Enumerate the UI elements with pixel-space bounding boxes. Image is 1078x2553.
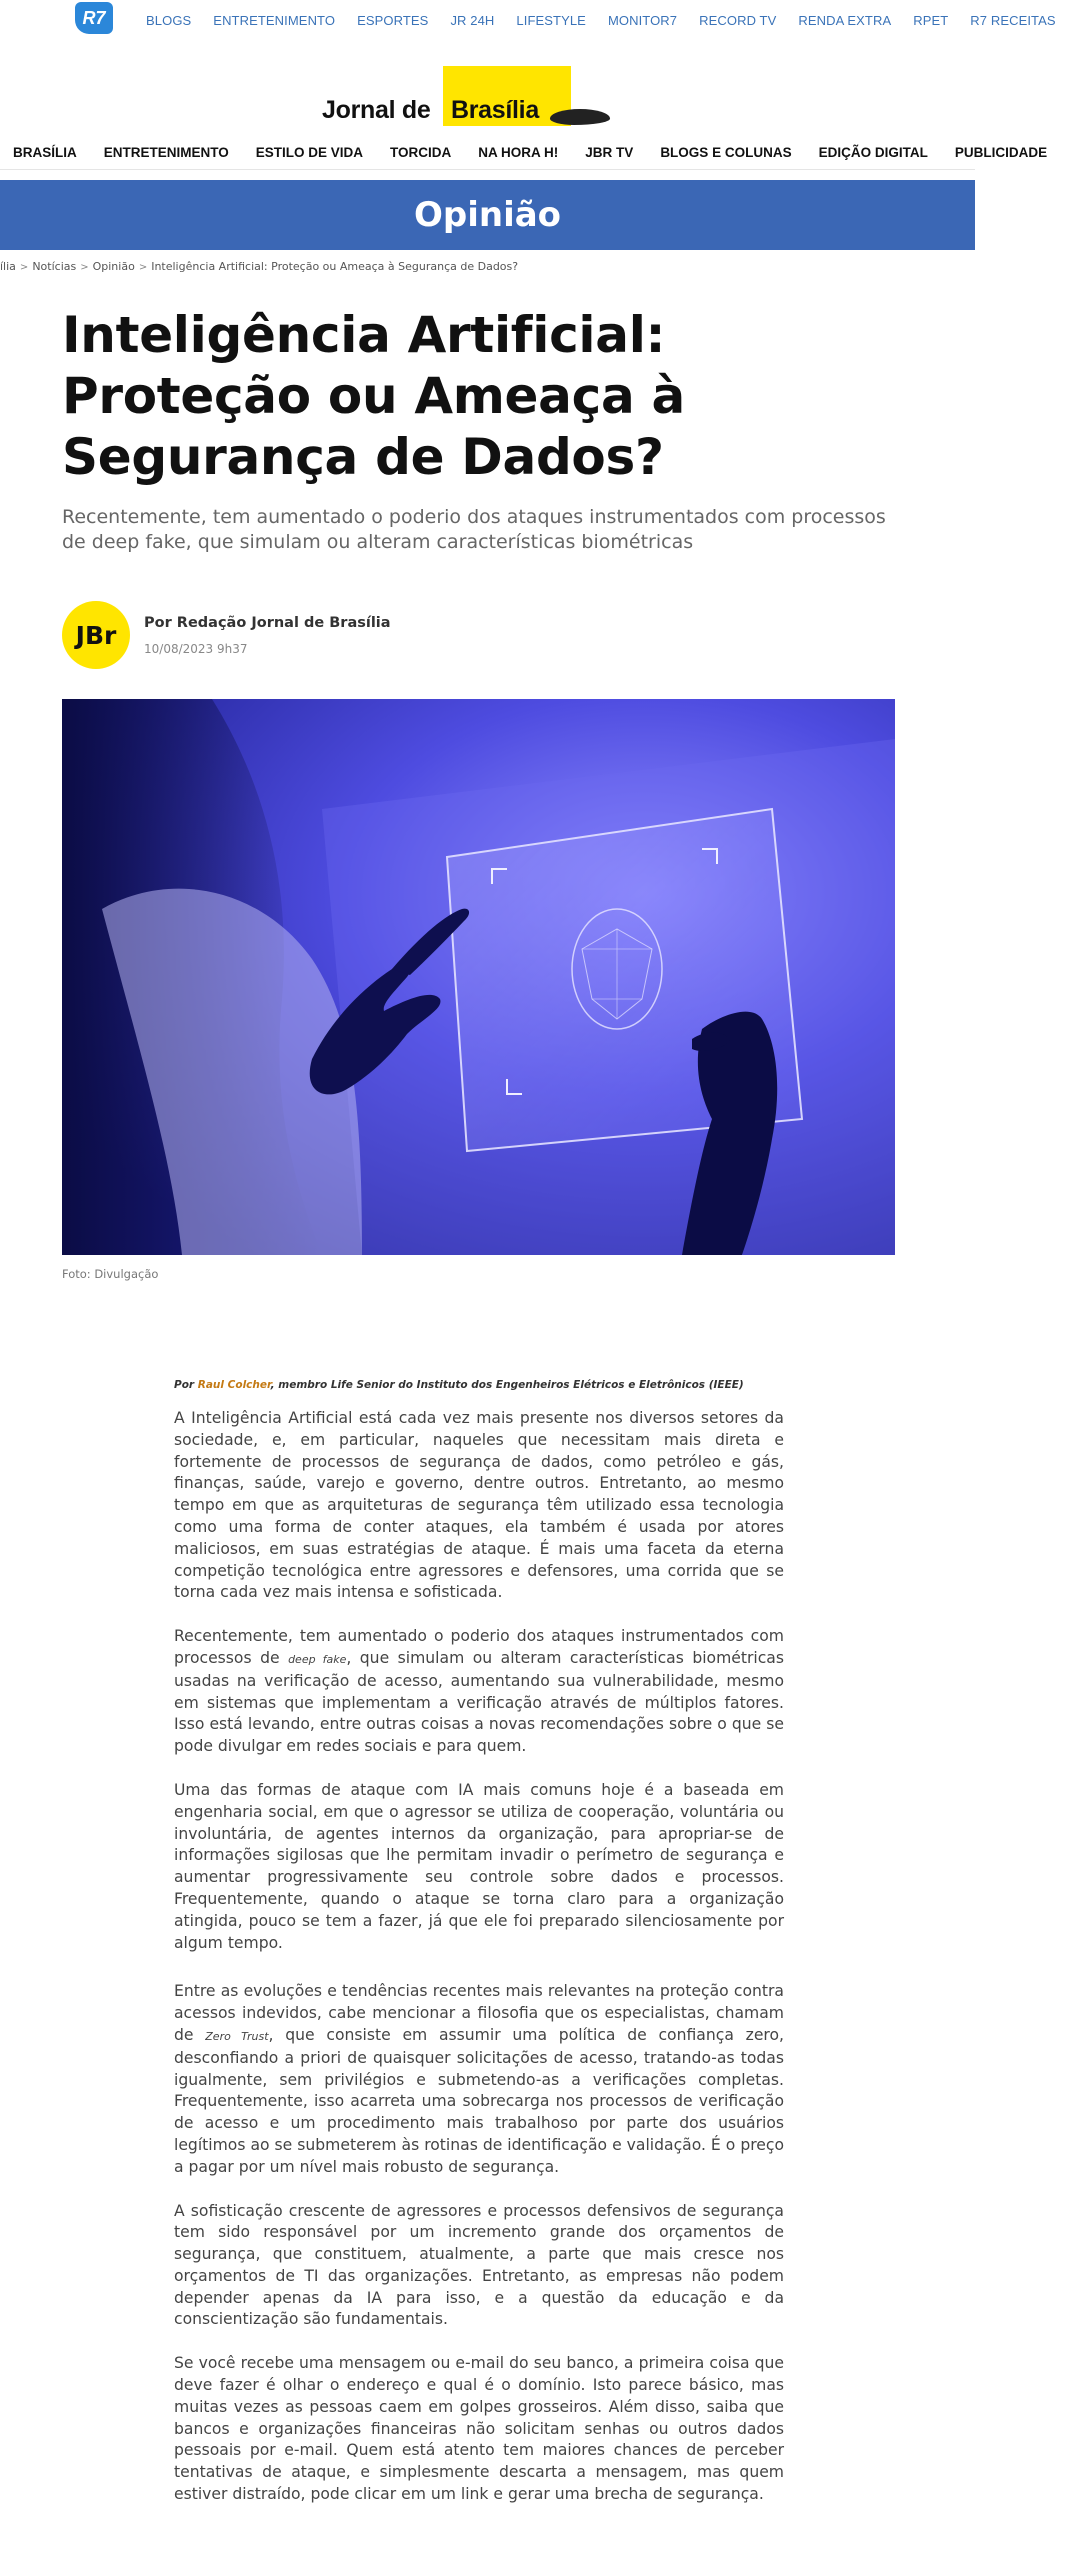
nav-brasilia[interactable]: BRASÍLIA [13,145,77,160]
nav-na-hora-h[interactable]: NA HORA H! [478,145,559,160]
breadcrumb-item-current: Inteligência Artificial: Proteção ou Ameaça à Segurança de Dados? [151,260,519,273]
article-byline [174,1379,784,1391]
breadcrumb-separator: > [138,262,148,273]
article-subtitle: Recentemente, tem aumentado o poderio dos ataques instrumentados com processos de deep fake, que simulam ou alteram características biométricas [62,506,886,553]
article-paragraph [174,1981,784,2178]
nav-edicao-digital[interactable]: EDIÇÃO DIGITAL [818,145,928,160]
nav-jbr-tv[interactable]: JBR TV [585,145,634,160]
paragraph-text: , que simulam ou alteram características biométricas usadas na verificação de acesso, aumentando sua vulnerabilidade, mesmo em sistemas que implementam a verificação através de múltiplos fatores. Isso está levando, entre outras coisas a novas recomendações sobre o que se pode divulgar em redes sociais e para quem. [174,1648,784,1756]
r7-nav-entretenimento[interactable]: ENTRETENIMENTO [213,13,336,28]
image-caption: Foto: Divulgação [62,1267,159,1281]
article-paragraph: Se você recebe uma mensagem ou e-mail do seu banco, a primeira coisa que deve fazer é olhar o endereço e qual é o domínio. Isto parece básico, mas muitas vezes as pessoas caem em golpes grosseiros. Além disso, saiba que bancos e organizações financeiras não solicitam senhas ou outros dados pessoais por e-mail. Quem está atento tem maiores chances de perceber tentativas de ataque, e simplesmente descarta a mensagem, mas quem estiver distraído, pode clicar em um link e gerar uma brecha de segurança. [174,2354,784,2504]
nav-entretenimento[interactable]: ENTRETENIMENTO [103,145,229,160]
emphasis-text: Zero Trust [205,2029,269,2043]
hero-illustration [62,699,895,1255]
r7-nav-recordtv[interactable]: RECORD TV [699,13,777,28]
r7-nav-rendaextra[interactable]: RENDA EXTRA [798,13,892,28]
main-nav [0,136,1048,170]
publish-date: 10/08/2023 9h37 [144,642,248,656]
article-paragraph [174,1626,784,1758]
breadcrumb-item-opiniao[interactable]: Opinião [92,260,135,273]
paragraph-text: Recentemente, tem aumentado o poderio dos ataques instrumentados com processos de [174,1627,784,1667]
breadcrumb-separator: > [19,262,29,273]
logo-text-part2: Brasília [451,96,539,124]
r7-nav-rpet[interactable]: RPET [913,13,949,28]
article-paragraph: A Inteligência Artificial está cada vez mais presente nos diversos setores da sociedade, e, em particular, naqueles que necessitam mais direta e fortemente de processos de segurança de dados, como petróleo e gás, finanças, saúde, varejo e governo, dentre outros. Entretanto, ao mesmo tempo em que as arquiteturas de segurança têm utilizado essa tecnologia como uma forma de conter ataques, ela também é usada por atores maliciosos, em suas estratégias de ataque. É mais uma faceta da eterna competição tecnológica entre agressores e defensores, uma corrida que se torna cada vez mais intensa e sofisticada. [174,1409,784,1602]
article-paragraph: A sofisticação crescente de agressores e processos defensivos de segurança tem sido responsável por um incremento grande dos orçamentos de segurança, que constituem, atualmente, a parte que mais cresce nos orçamentos de TI das organizações. Entretanto, as empresas não podem depender apenas da IA para isso, e a questão da educação e da conscientização são fundamentais. [174,2201,784,2329]
article-paragraph: Uma das formas de ataque com IA mais comuns hoje é a baseada em engenharia social, em que o agressor se utiliza de cooperação, voluntária ou involuntária, de agentes internos da organização, para apropriar-se de informações sigilosas que lhe permitam invadir o perímetro de segurança e aumentar progressivamente seu controle sobre dados e processos. Frequentemente, quando o ataque se torna claro para a organização atingida, pouco se tem a fazer, já que ele foi preparado silenciosamente por algum tempo. [174,1780,784,1952]
breadcrumb [0,260,518,273]
author-name[interactable]: Por Redação Jornal de Brasília [144,615,391,631]
nav-torcida[interactable]: TORCIDA [390,145,452,160]
logo-text-part1: Jornal de [322,96,431,124]
breadcrumb-item-brasilia[interactable]: ília [0,260,16,273]
r7-nav-receitas[interactable]: R7 RECEITAS [970,13,1056,28]
article-body [174,1408,784,2528]
logo-swoosh-icon [550,109,610,125]
hero-image [62,699,895,1255]
section-title: Opinião [413,195,562,235]
article-title: Inteligência Artificial: Proteção ou Ameaça à Segurança de Dados? [62,306,685,486]
nav-publicidade[interactable]: PUBLICIDADE [954,145,1048,160]
section-banner [0,180,975,250]
r7-nav-blogs[interactable]: BLOGS [146,13,192,28]
r7-nav [146,13,1078,28]
emphasis-text: deep fake [288,1652,347,1666]
nav-estilo-de-vida[interactable]: ESTILO DE VIDA [255,145,364,160]
byline-author-link[interactable]: Raul Colcher [197,1379,271,1391]
r7-logo[interactable]: R7 [75,2,113,34]
author-avatar[interactable]: JBr [62,601,130,669]
site-logo[interactable] [320,66,610,131]
paragraph-text: , que consiste em assumir uma política de confiança zero, desconfiando a priori de quaisquer solicitações de acesso, tratando-as todas igualmente, sem privilégios e submetendo-as a verificações completas. Frequentemente, isso acarreta uma sobrecarga nos processos de verificação de acesso e um procedimento mais trabalhoso por parte dos usuários legítimos ao se submeterem às rotinas de identificação e validação. É o preço a pagar por um nível mais robusto de segurança. [174,2025,784,2176]
masthead [0,66,975,131]
nav-blogs-colunas[interactable]: BLOGS E COLUNAS [660,145,792,160]
r7-nav-jr24h[interactable]: JR 24H [450,13,495,28]
r7-nav-lifestyle[interactable]: LIFESTYLE [516,13,586,28]
paragraph-text: Entre as evoluções e tendências recentes mais relevantes na proteção contra acessos indevidos, cabe mencionar a filosofia que os especialistas, chamam de [174,1982,784,2044]
byline-suffix: , membro Life Senior do Instituto dos Engenheiros Elétricos e Eletrônicos (IEEE) [270,1379,744,1391]
breadcrumb-separator: > [80,262,89,273]
r7-nav-monitor7[interactable]: MONITOR7 [607,13,678,28]
breadcrumb-item-noticias[interactable]: Notícias [32,260,77,273]
r7-top-bar [0,0,1056,42]
r7-nav-esportes[interactable]: ESPORTES [357,13,429,28]
byline-prefix: Por [174,1379,198,1391]
